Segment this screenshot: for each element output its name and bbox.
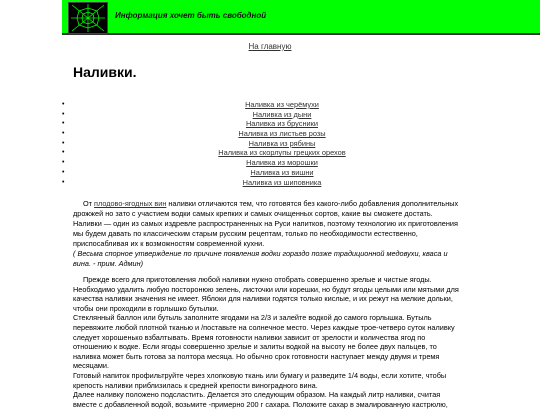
list-item xyxy=(62,158,502,168)
paragraph-2: Стеклянный баллон или бутыль заполните ягодами на 2/3 и залейте водкой до самого горлышка. Бутыль перевяжите любой плотной тканью и /поставьте на солнечное место. Через каждые трое-четверо суток наливку следует хорошенько взбалтывать. Время готовности наливки зависит от зрелости и количества ягод по отношению к водке. Если ягоды совершенно зрелые и залиты водкой на высоту не более двух пальцев, то наливка может быть готова за полтора месяца. Но обычно срок готовности наступает между двумя и тремя месяцами. xyxy=(73,313,455,371)
spiderweb-icon xyxy=(69,3,107,33)
home-link[interactable]: На главную xyxy=(248,42,292,51)
fruit-wines-link[interactable]: плодово-ягодных вин xyxy=(94,199,167,208)
article-body xyxy=(73,275,465,409)
list-item xyxy=(62,129,502,139)
bullet-icon: • xyxy=(62,101,65,108)
recipe-link[interactable]: Наливка из скорлупы грецких орехов xyxy=(218,148,346,158)
intro-paragraph xyxy=(73,199,463,269)
recipe-link[interactable]: Наливка из шиповника xyxy=(242,177,322,187)
bullet-icon: • xyxy=(62,130,65,138)
paragraph-1: Прежде всего для приготовления любой наливки нужно отобрать совершенно зрелые и чистые ягоды. Необходимо удалить любую посторонюю зелень, листочки или корешки, но будут ягоды целыми или мятыми для качества наливки значения не имеет. Яблоки для наливки годятся только кислые, и их режут на мелкие дольки, чтобы они проходили в горлышко бутылки. xyxy=(73,275,459,313)
list-item xyxy=(62,119,502,129)
recipe-link[interactable]: Наливка из брусники xyxy=(245,119,319,129)
recipe-link[interactable]: Наливка из листьев розы xyxy=(238,129,326,139)
recipe-link[interactable]: Наливка из вишни xyxy=(250,167,314,177)
list-item xyxy=(62,178,502,188)
bullet-icon: • xyxy=(62,159,65,167)
bullet-icon: • xyxy=(62,149,65,157)
intro-text: наливки отличаются тем, что готовятся без какого-либо добавления дополнительных дрожжей но зато с участием водки самых крепких и самых очищенных сортов, какие вы сможете достать. Наливки — один из самых издревле распространенных на Руси напитков, поэтому технологию их приготовления мы будем давать по классическим старым русским рецептам, только по необходимости естественно, приспосабливая их к возможностям современной кухни. xyxy=(73,199,459,248)
admin-note: ( Весьма спорное утверждение по причине появления водки гораздо позже традиционной медовухи, кваса и вина. - прим. Админ) xyxy=(73,249,448,268)
list-item xyxy=(62,139,502,149)
site-slogan: Информация хочет быть свободной xyxy=(115,11,267,20)
recipe-link[interactable]: Наливка из морошки xyxy=(246,158,318,168)
list-item xyxy=(62,168,502,178)
bullet-icon: • xyxy=(62,139,65,147)
list-item xyxy=(62,148,502,158)
bullet-icon: • xyxy=(62,110,65,118)
bullet-icon: • xyxy=(62,178,65,186)
recipe-list xyxy=(62,100,502,187)
recipe-link[interactable]: Наливка из дыни xyxy=(252,109,312,119)
site-logo[interactable] xyxy=(68,2,108,34)
bullet-icon: • xyxy=(62,120,65,128)
bullet-icon: • xyxy=(62,168,65,176)
list-item xyxy=(62,100,502,110)
intro-prefix: От xyxy=(83,199,95,208)
recipe-link[interactable]: Наливка из черёмухи xyxy=(245,100,319,109)
list-item xyxy=(62,110,502,120)
paragraph-4: Далее наливку положено подсластить. Делается это следующим образом. На каждый литр наливки, считая вместе с добавленной водой, возьмите -примерно 200 г сахара. Положите сахар в эмалированную кастрюлю, xyxy=(73,390,448,409)
page-title: Наливки. xyxy=(73,64,137,80)
paragraph-3: Готовый напиток профильтруйте через хлопковую ткань или бумагу и разведите 1/4 воды, если хотите, чтобы крепость наливки приблизилась к средней крепости виноградного вина. xyxy=(73,370,447,390)
recipe-link[interactable]: Наливка из рябины xyxy=(248,138,316,148)
